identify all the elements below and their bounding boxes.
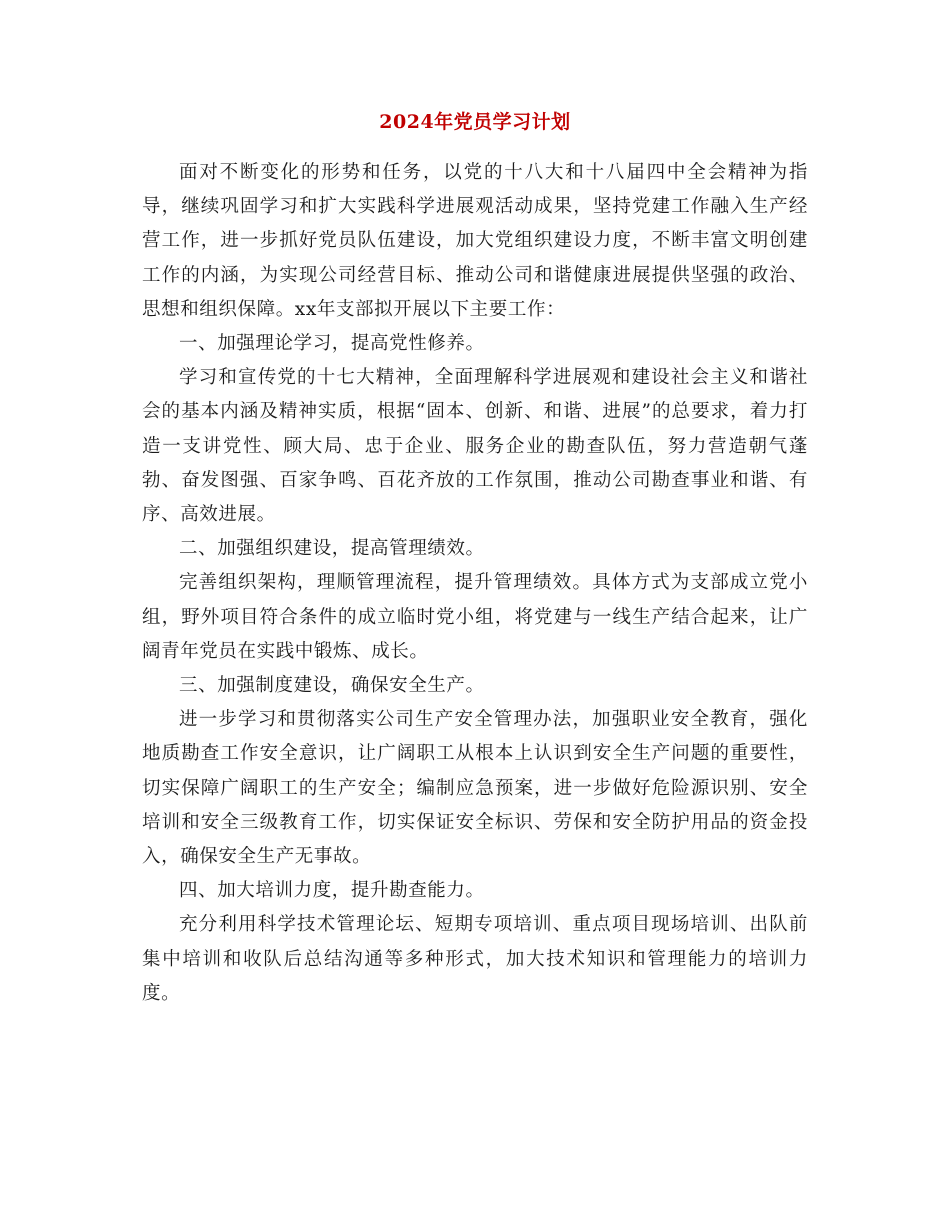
section-body-2: 完善组织架构，理顺管理流程，提升管理绩效。具体方式为支部成立党小组，野外项目符合条件的成立临时党小组，将党建与一线生产结合起来，让广阔青年党员在实践中锻炼、成长。: [142, 572, 808, 662]
section-body-4: 充分利用科学技术管理论坛、短期专项培训、重点项目现场培训、出队前集中培训和收队后总结沟通等多种形式，加大技术知识和管理能力的培训力度。: [142, 914, 808, 1004]
section-body-1: 学习和宣传党的十七大精神，全面理解科学进展观和建设社会主义和谐社会的基本内涵及精神实质，根据“固本、创新、和谐、进展”的总要求，着力打造一支讲党性、顾大局、忠于企业、服务企业的勘查队伍，努力营造朝气蓬勃、奋发图强、百家争鸣、百花齐放的工作氛围，推动公司勘查事业和谐、有序、高效进展。: [142, 367, 808, 526]
section-heading-3: 三、加强制度建设，确保安全生产。: [179, 675, 485, 697]
section-body-3: 进一步学习和贯彻落实公司生产安全管理办法，加强职业安全教育，强化地质勘查工作安全意识，让广阔职工从根本上认识到安全生产问题的重要性，切实保障广阔职工的生产安全；编制应急预案，进一步做好危险源识别、安全培训和安全三级教育工作，切实保证安全标识、劳保和安全防护用品的资金投入，确保安全生产无事故。: [142, 709, 808, 868]
intro-paragraph: 面对不断变化的形势和任务，以党的十八大和十八届四中全会精神为指导，继续巩固学习和扩大实践科学进展观活动成果，坚持党建工作融入生产经营工作，进一步抓好党员队伍建设，加大党组织建设力度，不断丰富文明创建工作的内涵，为实现公司经营目标、推动公司和谐健康进展提供坚强的政治、思想和组织保障。xx年支部拟开展以下主要工作：: [142, 162, 808, 320]
section-heading-1: 一、加强理论学习，提高党性修养。: [179, 333, 485, 355]
section-heading-2: 二、加强组织建设，提高管理绩效。: [179, 538, 485, 560]
document-title: 2024年党员学习计划: [379, 111, 571, 133]
document-page: [142, 108, 808, 1011]
section-heading-4: 四、加大培训力度，提升勘查能力。: [179, 880, 485, 902]
